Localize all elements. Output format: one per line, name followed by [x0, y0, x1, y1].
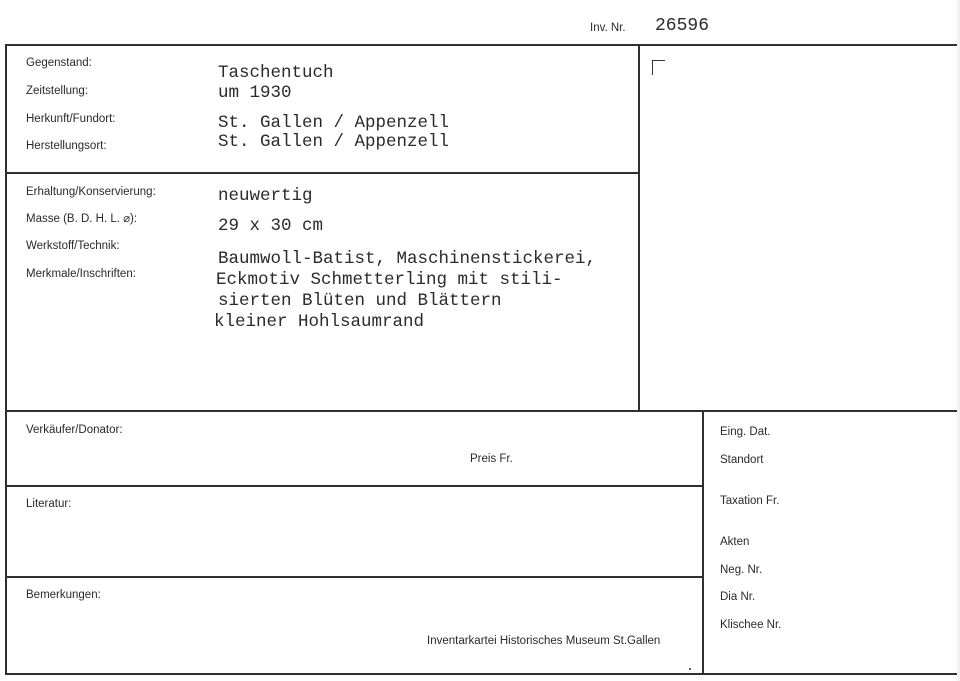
value-masse: 29 x 30 cm: [218, 216, 324, 236]
label-bemerkungen: Bemerkungen:: [26, 589, 101, 601]
label-taxation: Taxation Fr.: [720, 495, 780, 507]
value-herstellungsort: St. Gallen / Appenzell: [218, 132, 450, 152]
inv-nr-label: Inv. Nr.: [590, 22, 626, 34]
rule-verkaeufer-bottom: [5, 485, 702, 487]
label-zeitstellung: Zeitstellung:: [26, 85, 89, 97]
label-eing-dat: Eing. Dat.: [720, 426, 771, 438]
value-herkunft: St. Gallen / Appenzell: [218, 113, 450, 133]
value-gegenstand: Taschentuch: [218, 63, 334, 83]
card-footer: Inventarkartei Historisches Museum St.Gallen: [427, 635, 661, 647]
rule-vertical-lower: [702, 410, 704, 674]
label-herstellungsort: Herstellungsort:: [26, 140, 107, 152]
corner-mark: [652, 60, 665, 75]
ink-dot: [689, 668, 691, 670]
label-merkmale: Merkmale/Inschriften:: [26, 268, 136, 280]
label-verkaeufer: Verkäufer/Donator:: [26, 424, 123, 436]
label-preis: Preis Fr.: [470, 453, 513, 465]
rule-vertical-upper: [638, 44, 640, 411]
inv-nr-value: 26596: [655, 16, 710, 36]
description-line: sierten Blüten und Blättern: [218, 291, 502, 311]
description-line: kleiner Hohlsaumrand: [214, 312, 425, 332]
value-zeitstellung: um 1930: [218, 83, 292, 103]
label-standort: Standort: [720, 454, 764, 466]
rule-left: [5, 44, 7, 674]
rule-literatur-bottom: [5, 576, 702, 578]
value-erhaltung: neuwertig: [218, 186, 313, 206]
label-neg-nr: Neg. Nr.: [720, 564, 763, 576]
rule-bottom: [5, 673, 960, 675]
description-line: Eckmotiv Schmetterling mit stili-: [216, 270, 563, 290]
label-klischee-nr: Klischee Nr.: [720, 619, 782, 631]
label-literatur: Literatur:: [26, 498, 72, 510]
label-herkunft: Herkunft/Fundort:: [26, 113, 116, 125]
label-gegenstand: Gegenstand:: [26, 57, 92, 69]
rule-mid: [5, 410, 960, 412]
label-erhaltung: Erhaltung/Konservierung:: [26, 186, 156, 198]
description-line: Baumwoll-Batist, Maschinenstickerei,: [218, 249, 597, 269]
label-masse: Masse (B. D. H. L. ⌀):: [26, 213, 138, 225]
label-akten: Akten: [720, 536, 750, 548]
label-werkstoff: Werkstoff/Technik:: [26, 240, 120, 252]
label-dia-nr: Dia Nr.: [720, 591, 756, 603]
rule-object-bottom: [5, 172, 638, 174]
rule-top: [5, 44, 960, 46]
